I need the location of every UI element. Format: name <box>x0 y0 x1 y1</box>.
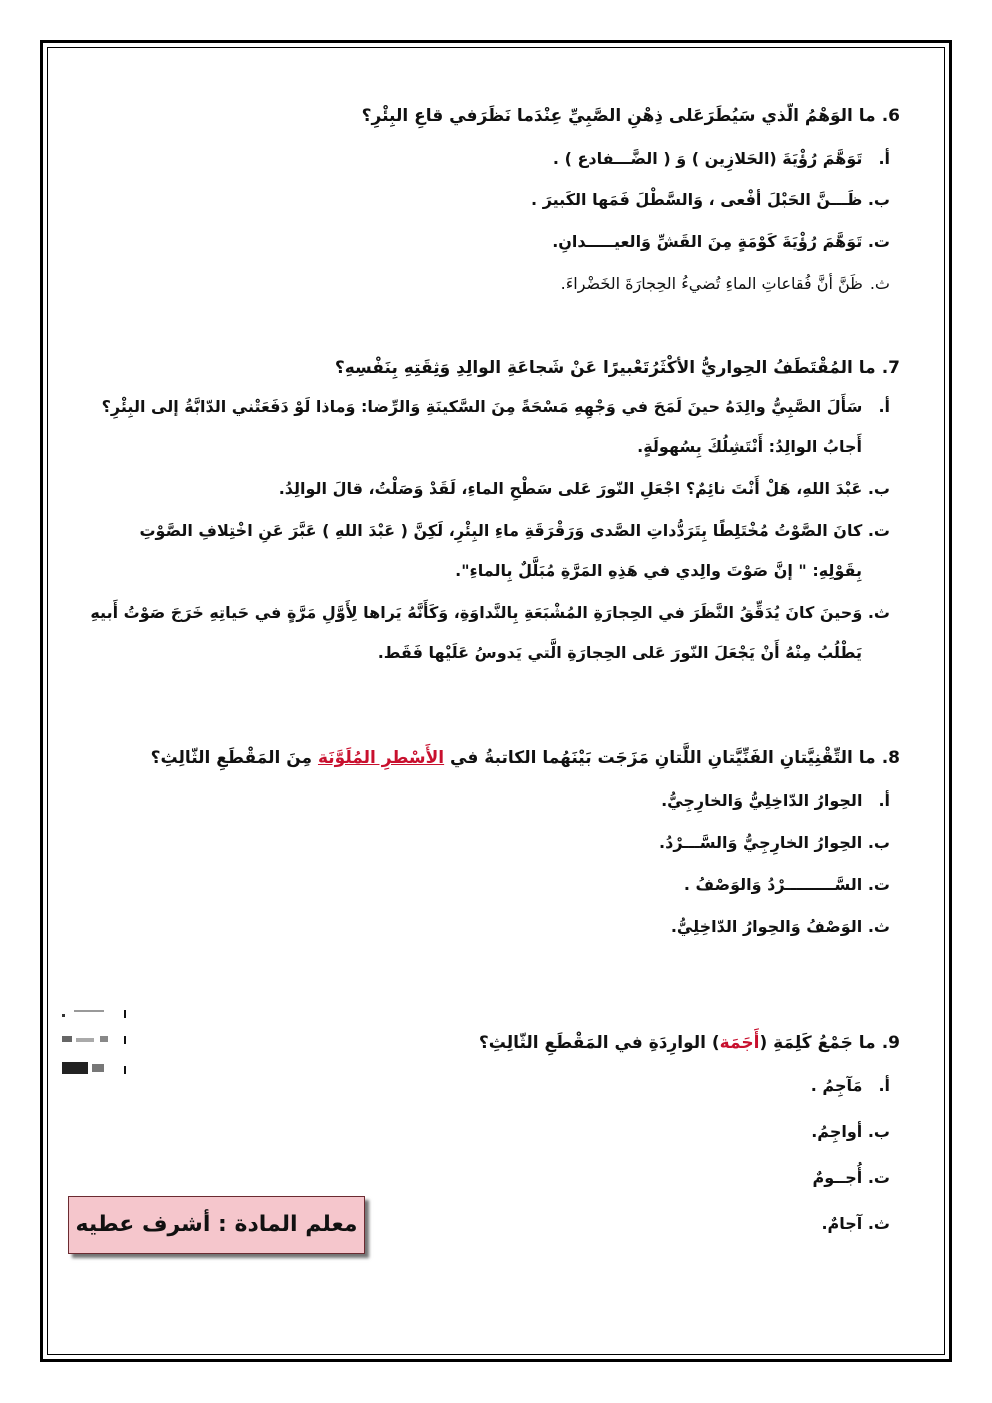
question-8-text: 8.ما التِّقْنِيَّتانِ الفَنِّيَّتانِ اللَّتانِ مَزَجَت بَيْنَهُما الكاتبةُ في الأَسْطرِ المُلَوَّنَة مِنَ المَقْطَعِ الثّالِثِ؟ <box>150 748 900 768</box>
question-9-highlight: أَجَمَة <box>719 1033 760 1053</box>
question-8-option-b[interactable]: ب. الحِوارُ الخارِجِيُّ وَالسَّـــرْدُ. <box>659 833 890 852</box>
question-8-highlight: الأَسْطرِ المُلَوَّنَة <box>317 748 445 768</box>
question-6-option-d[interactable]: ث. ظَنَّ أنَّ فُقاعاتِ الماءِ تُضيءُ الحِجارَةَ الخَضْراءَ. <box>560 274 890 293</box>
question-8-option-c[interactable]: ت. السَّـــــــــرْدُ وَالوَصْفُ . <box>683 875 890 894</box>
question-7-option-d-line-2: يَطْلُبُ مِنْهُ أَنْ يَجْعَلَ النّورَ عَلى الحِجارَةِ الَّتي يَدوسُ عَلَيْها فَقَط. <box>377 643 862 662</box>
question-7-option-a-line-1: سَأَلَ الصَّبِيُّ والِدَهُ حينَ لَمَحَ في وَجْهِهِ مَسْحَةً مِنَ السَّكينَةِ وَالرِّضا: وَماذا لَوْ دَفَعَتْني الدّابَّةُ إلى البِئْرِ؟ <box>101 397 863 416</box>
question-7-text: 7.ما المُقْتَطَفُ الحِواريُّ الأكْثَرُتَعْبيرًا عَنْ شَجاعَةِ الوالِدِ وَثِقَتِهِ بِنَفْسِهِ؟ <box>334 358 900 378</box>
question-7-option-c-line-2: بِقَوْلِهِ: " إنَّ صَوْتَ والِدي في هَذِهِ المَرَّةِ مُبَلَّلٌ بِالماءِ". <box>455 561 862 580</box>
question-6 <box>70 103 900 296</box>
scan-artifact-icon <box>60 1006 130 1086</box>
question-7-option-a[interactable]: أ. سَأَلَ الصَّبِيُّ والِدَهُ حينَ لَمَحَ في وَجْهِهِ مَسْحَةً مِنَ السَّكينَةِ وَالرِّضا: وَماذا لَوْ دَفَعَتْني الدّابَّةُ إلى البِئْرِ؟ أَجابُ الوالِدُ: أَنْتَشِلُكَ بِسُهولَةٍ. <box>70 395 900 459</box>
question-7 <box>70 355 900 665</box>
question-9-option-a[interactable]: أ. مَآجِمُ . <box>810 1076 890 1095</box>
question-7-option-c[interactable]: ت. كانَ الصَّوْتُ مُخْتَلِطًا بِتَرَدُّداتِ الصَّدى وَرَقْرَقَةِ ماءِ البِئْرِ، لَكِنَّ ( عَبْدَ اللهِ ) عَبَّرَ عَنِ اخْتِلافِ الصَّوْتِ بِقَوْلِهِ: " إنَّ صَوْتَ والِدي في هَذِهِ المَرَّةِ مُبَلَّلٌ بِالماءِ". <box>70 519 900 583</box>
teacher-name: معلم المادة : أشرف عطيه <box>75 1212 358 1237</box>
teacher-name-box <box>68 1196 365 1254</box>
question-9-option-d[interactable]: ث. آجامٌ. <box>821 1214 890 1233</box>
question-7-option-d-line-1: وَحينَ كانَ يُدَقِّقُ النَّظَرَ في الحِجارَةِ المُشْبَعَةِ بِالنَّداوَةِ، وَكَأَنَّهُ يَراها لِأَوَّلِ مَرَّةٍ في حَياتِهِ خَرَجَ صَوْتُ أَبيهِ <box>90 603 863 622</box>
question-7-option-a-line-2: أَجابُ الوالِدُ: أَنْتَشِلُكَ بِسُهولَةٍ. <box>637 437 862 456</box>
question-8 <box>70 745 900 939</box>
question-6-option-a[interactable]: أ. تَوَهَّمَ رُؤْيَةَ (الحَلازِين ) وَ ( الضَّـــفادع ) . <box>552 149 890 168</box>
question-8-option-a[interactable]: أ. الحِوارُ الدّاخِلِيُّ وَالخارِجِيُّ. <box>661 791 890 810</box>
question-7-option-b[interactable]: ب. عَبْدَ اللهِ، هَلْ أَنْتَ نائِمٌ؟ اجْعَلِ النّورَ عَلى سَطْحِ الماءِ، لَقَدْ وَصَلْتُ، قالَ الوالِدُ. <box>278 479 890 498</box>
question-8-option-d[interactable]: ث. الوَصْفُ وَالحِوارُ الدّاخِلِيُّ. <box>670 917 890 936</box>
question-7-option-d[interactable]: ث. وَحينَ كانَ يُدَقِّقُ النَّظَرَ في الحِجارَةِ المُشْبَعَةِ بِالنَّداوَةِ، وَكَأَنَّهُ يَراها لِأَوَّلِ مَرَّةٍ في حَياتِهِ خَرَجَ صَوْتُ أَبيهِ يَطْلُبُ مِنْهُ أَنْ يَجْعَلَ النّورَ عَلى الحِجارَةِ الَّتي يَدوسُ عَلَيْها فَقَط. <box>70 601 900 665</box>
question-6-option-b[interactable]: ب. ظَـــنَّ الحَبْلَ أفْعى ، وَالسَّطْلَ فَمَها الكَبيرَ . <box>531 190 890 209</box>
question-9-option-b[interactable]: ب. أواجِمُ. <box>811 1122 890 1141</box>
question-6-text: 6.ما الوَهْمُ الّذي سَيُطَرَعَلى ذِهْنِ الصَّبِيِّ عِنْدَما نَظَرَفي قاعِ البِئْرِ؟ <box>361 106 900 126</box>
question-9-text: 9.ما جَمْعُ كَلِمَةِ (أَجَمَة) الوارِدَةِ في المَقْطَعِ الثّالِثِ؟ <box>478 1033 900 1053</box>
question-9-option-c[interactable]: ت. أُجــومٌ <box>812 1168 890 1187</box>
question-7-option-c-line-1: كانَ الصَّوْتُ مُخْتَلِطًا بِتَرَدُّداتِ الصَّدى وَرَقْرَقَةِ ماءِ البِئْرِ، لَكِنَّ ( عَبْدَ اللهِ ) عَبَّرَ عَنِ اخْتِلافِ الصَّوْتِ <box>139 521 863 540</box>
question-6-option-c[interactable]: ت. تَوَهَّمَ رُؤْيَةَ كَوْمَةٍ مِنَ القَشِّ وَالعيـــــدانِ. <box>552 232 890 251</box>
